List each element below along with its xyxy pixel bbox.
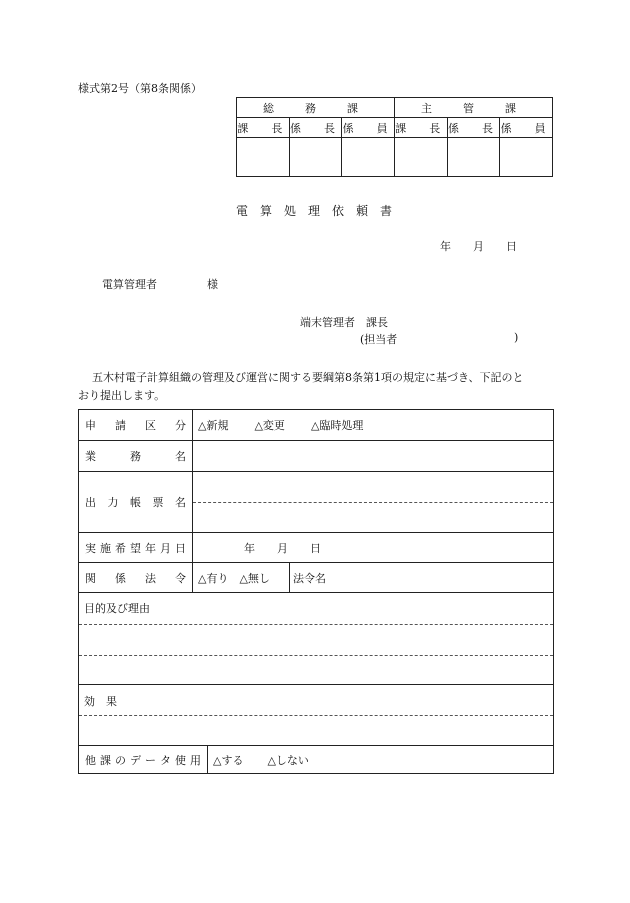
application-type-row [79, 410, 553, 440]
stamp-box[interactable] [237, 138, 290, 177]
divider [79, 715, 553, 716]
stamp-role: 係 員 [500, 118, 553, 138]
output-form-row [79, 471, 553, 532]
purpose-label: 目的及び理由 [84, 602, 150, 615]
contact-person-open: (担当者 [360, 333, 398, 346]
business-name-label: 業 務 名 [79, 441, 193, 471]
output-form-label: 出 力 帳 票 名 [79, 472, 193, 532]
stamp-box[interactable] [342, 138, 395, 177]
option-temporary[interactable]: △臨時処理 [310, 419, 364, 432]
option-new[interactable]: △新規 [198, 419, 229, 432]
divider [193, 502, 553, 503]
stamp-box[interactable] [394, 138, 447, 177]
law-name-label: 法令名 [293, 571, 326, 585]
divider [79, 624, 553, 625]
request-form-table [78, 409, 554, 774]
other-dept-data-row [79, 745, 553, 773]
stamp-role: 課 長 [237, 118, 290, 138]
implementation-date-label: 実 施 希 望 年 月 日 [79, 533, 193, 562]
stamp-role: 係 長 [289, 118, 342, 138]
implementation-date-value[interactable]: 年 月 日 [244, 541, 321, 555]
addressee: 電算管理者 [102, 278, 157, 291]
business-name-row [79, 440, 553, 471]
stamp-role: 係 員 [342, 118, 395, 138]
stamp-role: 係 長 [447, 118, 500, 138]
stamp-group-general-affairs: 総 務 課 [237, 98, 395, 118]
effect-row [79, 684, 553, 745]
implementation-date-row [79, 532, 553, 562]
stamp-box[interactable] [500, 138, 553, 177]
sender: 端末管理者 課長 [300, 316, 388, 329]
honorific: 様 [207, 278, 218, 291]
divider [79, 655, 553, 656]
option-not-use[interactable]: △しない [267, 753, 309, 767]
body-text-line-2: おり提出します。 [78, 389, 166, 402]
related-law-label: 関 係 法 令 [79, 563, 193, 592]
approval-stamp-table [236, 97, 553, 177]
contact-person-close: ) [514, 331, 519, 344]
effect-label: 効 果 [84, 695, 117, 708]
option-change[interactable]: △変更 [254, 419, 285, 432]
divider [289, 563, 290, 592]
purpose-row [79, 592, 553, 684]
form-number: 様式第2号（第8条関係） [78, 82, 202, 95]
body-text-line-1: 五木村電子計算組織の管理及び運営に関する要綱第8条第1項の規定に基づき、下記のと [92, 371, 524, 384]
related-law-options[interactable]: △有り △無し [198, 571, 270, 585]
date-line: 年 月 日 [440, 240, 517, 253]
document-title: 電 算 処 理 依 頼 書 [236, 204, 393, 218]
stamp-box[interactable] [289, 138, 342, 177]
stamp-role: 課 長 [394, 118, 447, 138]
related-law-row [79, 562, 553, 592]
stamp-group-supervising: 主 管 課 [394, 98, 552, 118]
other-dept-data-label: 他 課 の デ ー タ 使 用 [79, 746, 208, 773]
application-type-label: 申 請 区 分 [79, 410, 193, 440]
stamp-box[interactable] [447, 138, 500, 177]
option-use[interactable]: △する [213, 753, 244, 767]
